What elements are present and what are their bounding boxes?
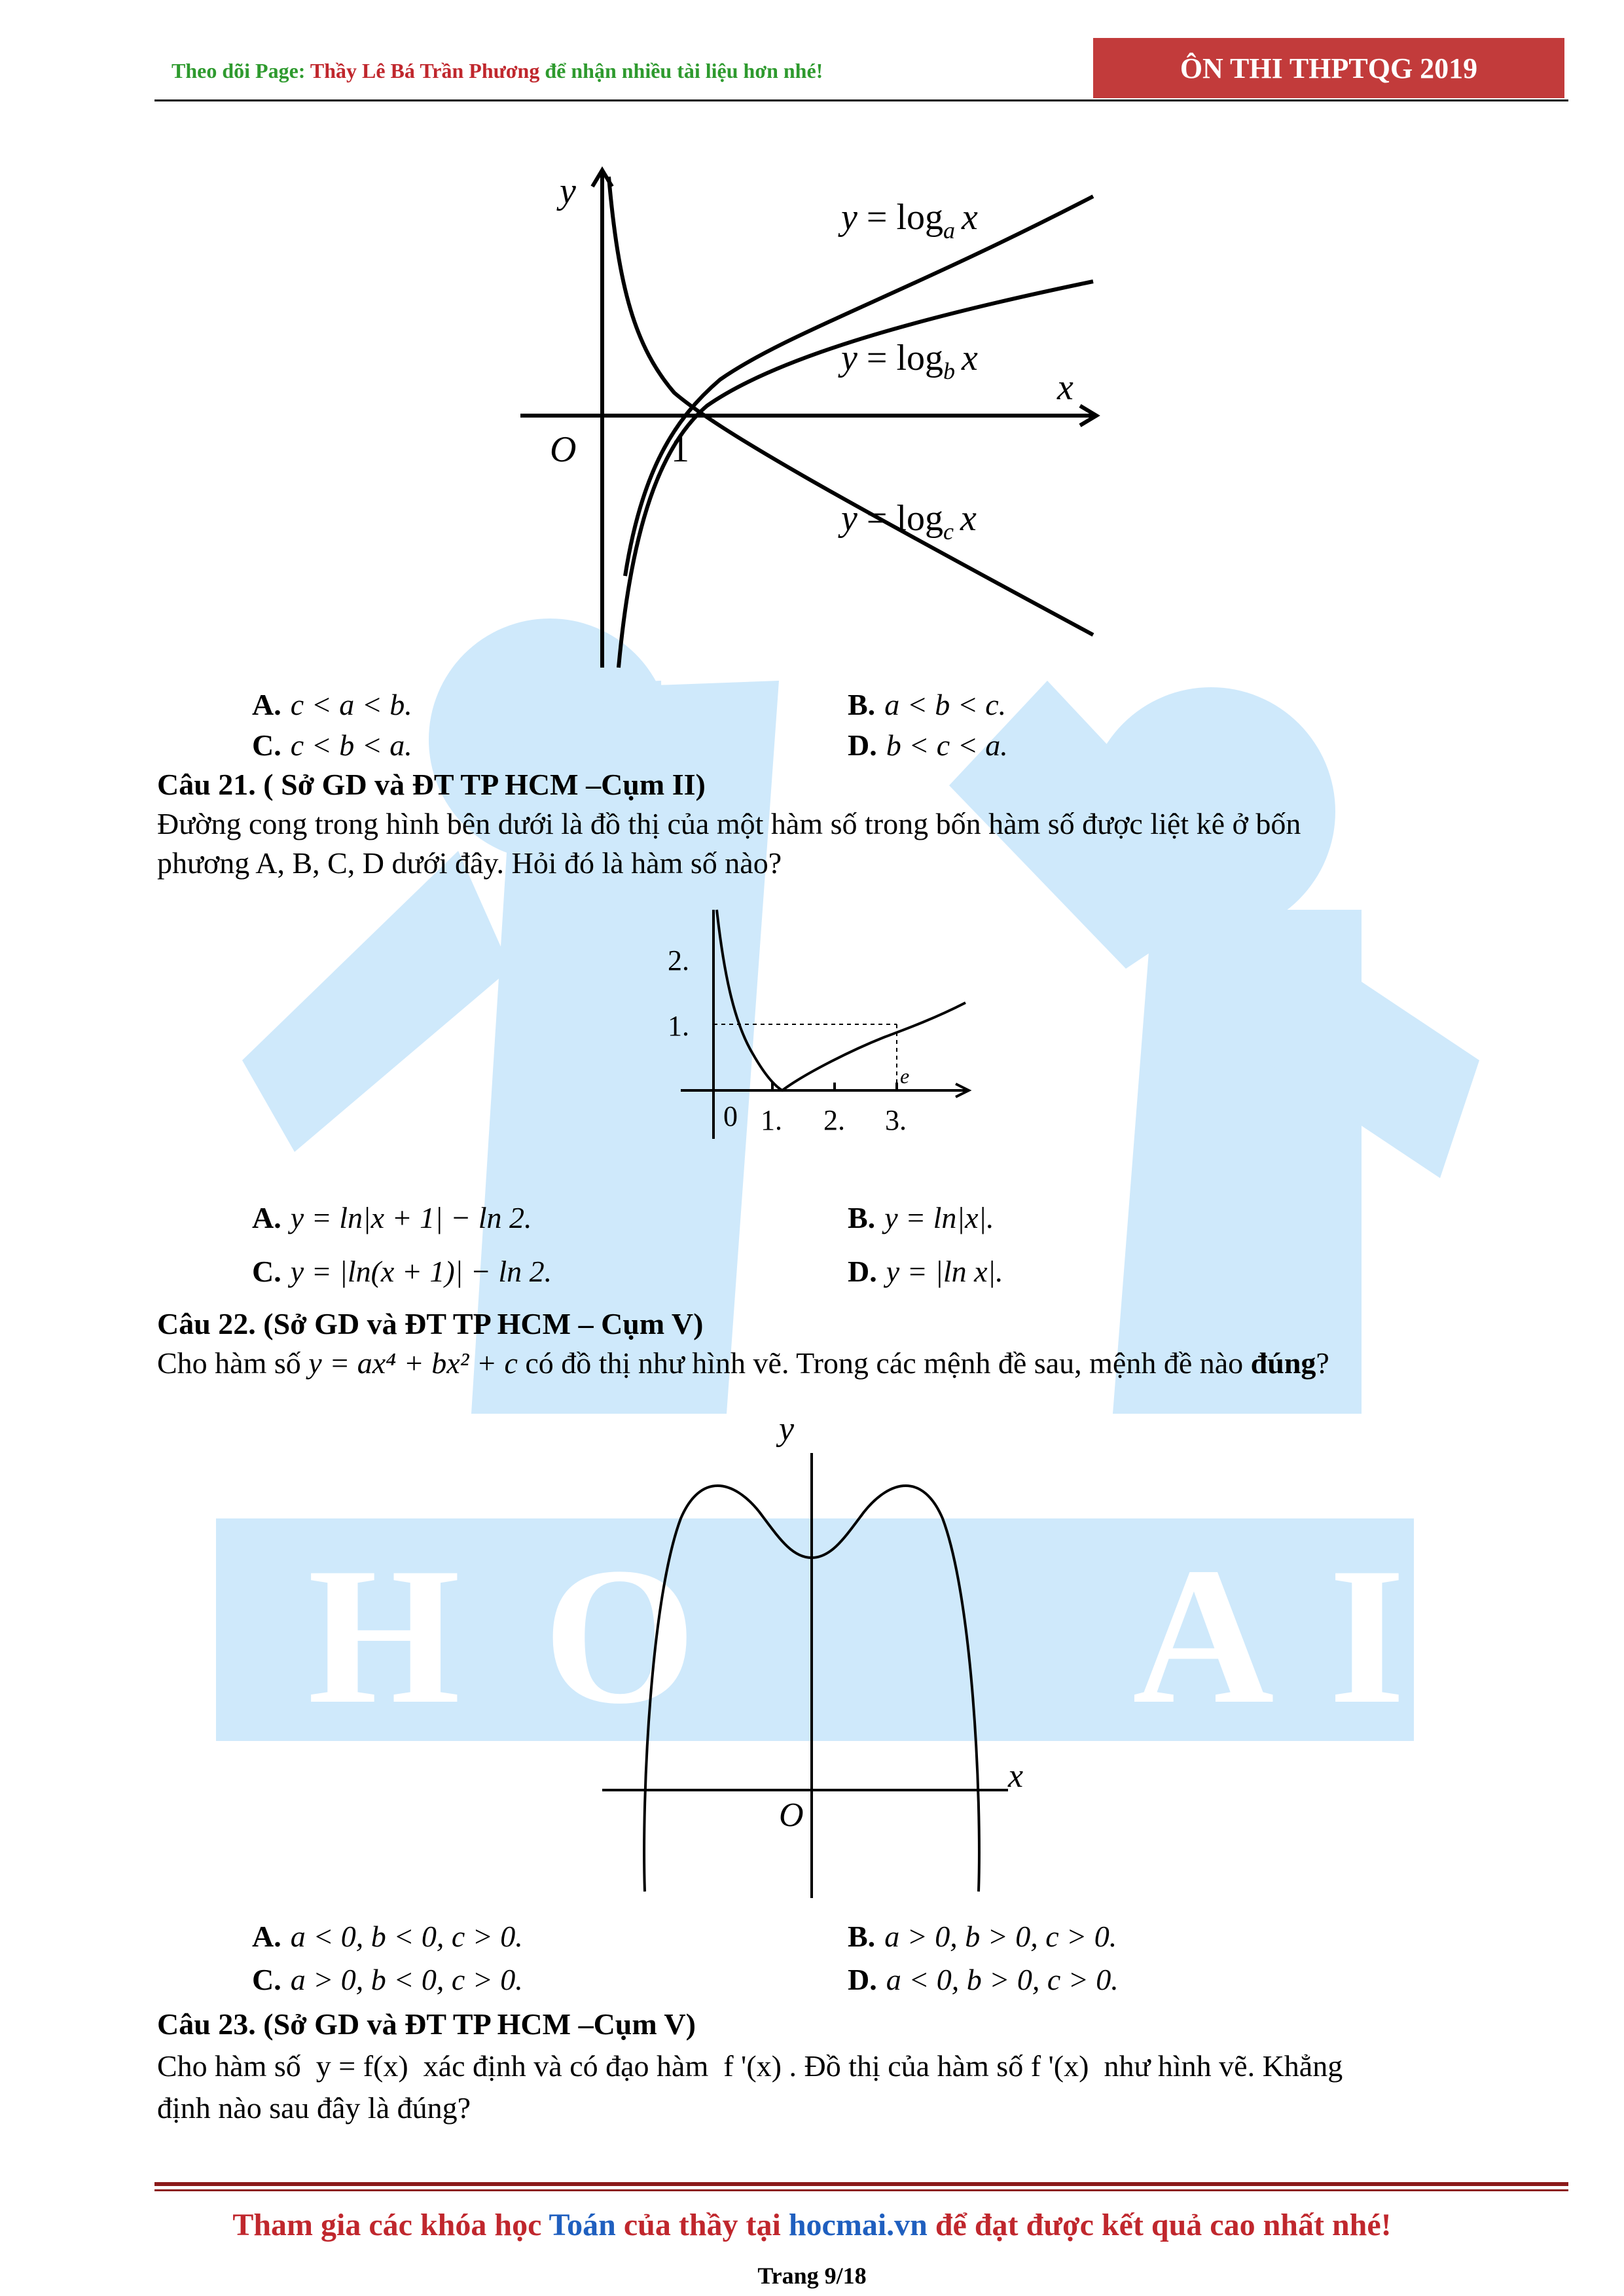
- footer-subject: Toán: [549, 2208, 616, 2242]
- footer-divider-thick: [154, 2182, 1568, 2186]
- q22-bold-word: đúng: [1250, 1346, 1316, 1380]
- x-axis-label: x: [1057, 367, 1074, 408]
- q22-function: y = ax⁴ + bx² + c: [308, 1346, 518, 1380]
- q23-text-line1: Cho hàm số y = f(x) xác định và có đạo hàm f '(x) . Đồ thị của hàm số f '(x) như hình vẽ. Khẳng: [157, 2049, 1343, 2083]
- y-axis-label: y: [560, 171, 576, 211]
- watermark-letter-o: O: [543, 1527, 696, 1744]
- page-number: Trang 9/18: [757, 2263, 867, 2289]
- q21-option-c[interactable]: C. y = |ln(x + 1)| − ln 2.: [252, 1255, 552, 1288]
- q22-y-label: y: [779, 1410, 795, 1448]
- q22-x-label: x: [1008, 1757, 1024, 1795]
- q21-title: Câu 21. ( Sở GD và ĐT TP HCM –Cụm II): [157, 768, 706, 801]
- label-log-b: $y = \log_b x$: [841, 338, 978, 384]
- follow-prefix: Theo dõi Page:: [171, 59, 306, 82]
- q20-option-c[interactable]: C. c < b < a.: [252, 728, 412, 762]
- exam-badge: ÔN THI THPTQG 2019: [1093, 38, 1564, 98]
- curve-log-c: [609, 177, 1093, 635]
- q22-graph: [589, 1401, 1047, 1911]
- watermark-letter-h: H: [308, 1527, 461, 1744]
- q21-option-d[interactable]: D. y = |ln x|.: [848, 1255, 1003, 1288]
- q21-text-line1: Đường cong trong hình bên dưới là đồ thị của một hàm số trong bốn hàm số được liệt kê ở bốn: [157, 807, 1301, 840]
- footer-site-link[interactable]: hocmai.vn: [788, 2208, 928, 2242]
- label-log-c: $y = \log_c x$: [841, 498, 977, 545]
- q21-text-line2: phương A, B, C, D dưới đây. Hỏi đó là hàm số nào?: [157, 846, 782, 880]
- q21-label-y1: 1.: [668, 1010, 689, 1042]
- follow-suffix: để nhận nhiều tài liệu hơn nhé!: [545, 59, 823, 82]
- q22-title: Câu 22. (Sở GD và ĐT TP HCM – Cụm V): [157, 1307, 704, 1340]
- watermark-letter-i: I: [1329, 1527, 1405, 1744]
- point-one-label: 1: [671, 429, 689, 470]
- q23-text-line2: định nào sau đây là đúng?: [157, 2091, 471, 2125]
- q22-origin-label: O: [779, 1797, 804, 1834]
- q22-option-d[interactable]: D. a < 0, b > 0, c > 0.: [848, 1963, 1119, 1996]
- q22-option-c[interactable]: C. a > 0, b < 0, c > 0.: [252, 1963, 523, 1996]
- q21-label-x1: 1.: [761, 1104, 782, 1136]
- q21-label-y2: 2.: [668, 944, 689, 977]
- q21-curve: [717, 910, 965, 1090]
- label-log-a: $y = \log_a x$: [841, 197, 978, 243]
- q22-option-b[interactable]: B. a > 0, b > 0, c > 0.: [848, 1920, 1117, 1953]
- q22-option-a[interactable]: A. a < 0, b < 0, c > 0.: [252, 1920, 523, 1953]
- q21-option-a[interactable]: A. y = ln|x + 1| − ln 2.: [252, 1201, 532, 1234]
- q21-option-b[interactable]: B. y = ln|x|.: [848, 1201, 994, 1234]
- q20-option-a[interactable]: A. c < a < b.: [252, 688, 412, 721]
- q21-graph: [655, 897, 1021, 1145]
- footer-promo: Tham gia các khóa học Toán của thầy tại hocmai.vn để đạt được kết quả cao nhất nhé!: [232, 2208, 1392, 2242]
- q23-title: Câu 23. (Sở GD và ĐT TP HCM –Cụm V): [157, 2007, 696, 2041]
- q20-option-b[interactable]: B. a < b < c.: [848, 688, 1007, 721]
- watermark-letter-a: A: [1132, 1527, 1274, 1744]
- q21-label-x3: 3.: [885, 1104, 907, 1136]
- q21-label-x0: 0: [723, 1100, 738, 1132]
- teacher-name: Thầy Lê Bá Trần Phương: [310, 59, 540, 82]
- footer-divider-thin: [154, 2189, 1568, 2191]
- log-functions-graph: [511, 157, 1165, 681]
- q22-text: Cho hàm số y = ax⁴ + bx² + c có đồ thị như hình vẽ. Trong các mệnh đề sau, mệnh đề nào đúng?: [157, 1346, 1329, 1380]
- origin-label: O: [550, 429, 577, 470]
- q20-option-d[interactable]: D. b < c < a.: [848, 728, 1008, 762]
- q21-label-x2: 2.: [823, 1104, 845, 1136]
- q21-label-e: e: [900, 1064, 910, 1088]
